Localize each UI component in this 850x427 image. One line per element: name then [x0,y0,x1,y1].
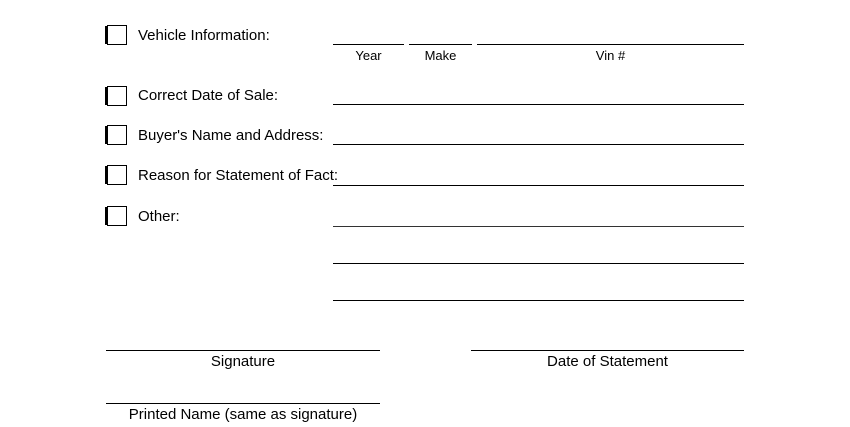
other-label: Other: [138,208,180,225]
make-field-line[interactable] [409,44,472,45]
vin-caption: Vin # [595,48,626,63]
other-checkbox[interactable] [107,206,127,226]
other-field-line-1[interactable] [333,226,744,227]
make-caption: Make [424,48,457,63]
vehicle-info-checkbox[interactable] [107,25,127,45]
reason-label: Reason for Statement of Fact: [138,167,339,184]
buyer-name-field-line[interactable] [333,144,744,145]
date-of-sale-checkbox[interactable] [107,86,127,106]
other-field-line-3[interactable] [333,300,744,301]
signature-line[interactable] [106,350,380,351]
printed-name-caption: Printed Name (same as signature) [128,406,358,423]
vin-field-line[interactable] [477,44,744,45]
printed-name-line[interactable] [106,403,380,404]
date-of-sale-field-line[interactable] [333,104,744,105]
year-field-line[interactable] [333,44,404,45]
other-field-line-2[interactable] [333,263,744,264]
date-of-statement-line[interactable] [471,350,744,351]
reason-checkbox[interactable] [107,165,127,185]
signature-caption: Signature [210,353,276,370]
reason-field-line[interactable] [333,185,744,186]
vehicle-info-label: Vehicle Information: [138,27,270,44]
date-of-sale-label: Correct Date of Sale: [138,87,279,104]
year-caption: Year [355,48,382,63]
buyer-name-label: Buyer's Name and Address: [138,127,324,144]
date-of-statement-caption: Date of Statement [547,353,668,370]
buyer-name-checkbox[interactable] [107,125,127,145]
